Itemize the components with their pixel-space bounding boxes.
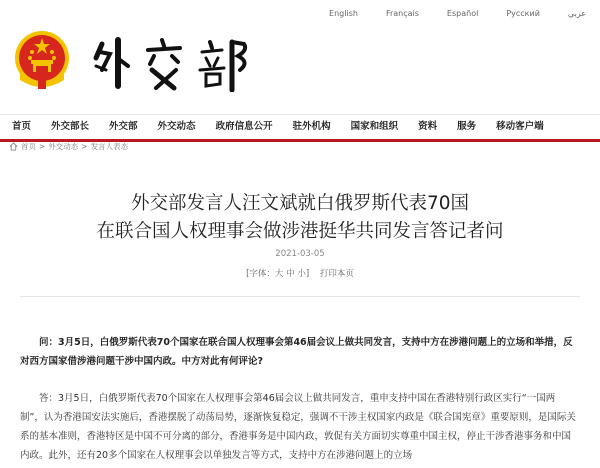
home-icon — [9, 142, 18, 151]
lang-english[interactable]: English — [329, 9, 358, 18]
language-switcher — [301, 9, 586, 18]
nav-home[interactable]: 首页 — [12, 121, 32, 132]
national-emblem-icon[interactable] — [14, 30, 70, 90]
nav-gov-info[interactable]: 政府信息公开 — [215, 121, 273, 132]
lang-russian[interactable]: Русский — [506, 9, 540, 18]
lang-arabic[interactable]: عربي — [567, 9, 586, 18]
breadcrumb-spokesperson[interactable]: 发言人表态 — [90, 142, 129, 151]
nav-resources[interactable]: 资料 — [418, 121, 438, 132]
nav-missions[interactable]: 驻外机构 — [292, 121, 331, 132]
nav-minister[interactable]: 外交部长 — [51, 121, 90, 132]
site-header — [0, 0, 600, 108]
article-answer: 答：3月5日，白俄罗斯代表70个国家在人权理事会第46届会议上做共同发言，重申支持中国在香港特别行政区实行“一国两制”，认为香港国安法实施后，香港摆脱了动荡局势，逐渐恢复稳定，强调不干涉主权国家内政是《联合国宪章》重要原则，是国际关系的基本准则，香港特区是中国不可分离的部分，香港事务是中国内政，敦促有关方面切实尊重中国主权，停止干涉香港事务和中国内政。此外，还有20多个国家在人权理事会以单独发言等方式，支持中方在涉港问题上的立场 — [20, 393, 576, 461]
breadcrumb-separator: > — [81, 142, 88, 151]
lang-french[interactable]: Français — [385, 9, 419, 18]
nav-mobile-client[interactable]: 移动客户端 — [496, 121, 544, 132]
breadcrumb-diplomatic-news[interactable]: 外交动态 — [48, 142, 79, 151]
breadcrumb-separator: > — [39, 142, 46, 151]
ministry-calligraphy-logo[interactable] — [92, 36, 252, 92]
main-nav — [0, 114, 600, 142]
article-title-line-2: 在联合国人权理事会做涉港挺华共同发言答记者问 — [96, 221, 504, 242]
article-question: 问：3月5日，白俄罗斯代表70个国家在联合国人权理事会第46届会议上做共同发言，支持中方在涉港问题上的立场和举措，反对西方国家借涉港问题干涉中国内政。中方对此有何评论? — [20, 337, 573, 367]
divider — [20, 296, 580, 297]
article-date: 2021-03-05 — [275, 249, 325, 259]
nav-services[interactable]: 服务 — [457, 121, 477, 132]
article-title-line-1: 外交部发言人汪文斌就白俄罗斯代表70国 — [130, 193, 470, 214]
article-title — [0, 190, 600, 246]
font-size-toggle[interactable]: [字体：大 中 小] — [246, 269, 310, 279]
nav-ministry[interactable]: 外交部 — [109, 121, 138, 132]
lang-spanish[interactable]: Español — [446, 9, 479, 18]
breadcrumb-home[interactable]: 首页 — [21, 142, 36, 151]
nav-diplomatic-news[interactable]: 外交动态 — [157, 121, 196, 132]
nav-countries[interactable]: 国家和组织 — [350, 121, 399, 132]
article-tools — [0, 267, 600, 279]
breadcrumb — [9, 141, 128, 152]
print-button[interactable]: 打印本页 — [319, 269, 354, 279]
